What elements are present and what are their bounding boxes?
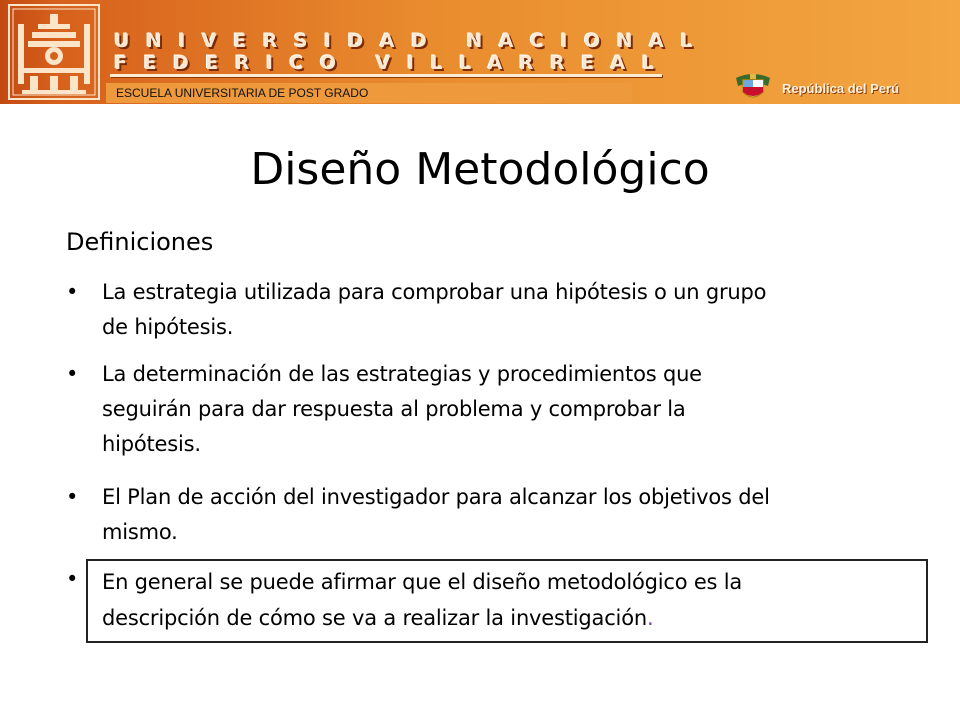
bullet-line: En general se puede afirmar que el diseño metodológico es la: [102, 570, 743, 594]
peru-coat-of-arms-icon: [732, 72, 774, 102]
university-crest-icon: [8, 4, 100, 100]
header-banner: [0, 0, 960, 104]
bullet-item: [102, 564, 928, 636]
slide-title: Diseño Metodológico: [250, 144, 710, 195]
bullet-marker: •: [66, 485, 79, 509]
bullet-marker: •: [66, 567, 79, 591]
bullet-line: La estrategia utilizada para comprobar una hipótesis o un grupo: [102, 280, 767, 304]
bullet-line: de hipótesis.: [102, 315, 234, 339]
university-name-line1: UNIVERSIDAD NACIONAL: [114, 30, 709, 52]
bullet-line: [102, 600, 928, 636]
bullet-marker: •: [66, 280, 79, 304]
university-name: [114, 30, 709, 74]
peru-badge: [724, 68, 956, 104]
subheading: Definiciones: [66, 228, 214, 256]
university-name-line2: FEDERICO VILLARREAL: [114, 52, 671, 74]
bullet-line-text: descripción de cómo se va a realizar la investigación: [102, 606, 647, 630]
bullet-item: [102, 357, 942, 462]
country-name: República del Perú: [782, 81, 900, 96]
bullet-marker: •: [66, 362, 79, 386]
title-underline: [110, 74, 662, 77]
highlighted-definition-box: [86, 559, 928, 643]
bullet-line: La determinación de las estrategias y procedimientos que: [102, 362, 702, 386]
final-period: .: [646, 606, 654, 630]
school-name: ESCUELA UNIVERSITARIA DE POST GRADO: [116, 86, 369, 100]
bullet-line: seguirán para dar respuesta al problema y comprobar la: [102, 397, 686, 421]
bullet-line: mismo.: [102, 520, 178, 544]
bullet-item: [102, 275, 942, 345]
bullet-item: [102, 480, 942, 550]
bullet-line: hipótesis.: [102, 432, 201, 456]
bullet-line: El Plan de acción del investigador para alcanzar los objetivos del: [102, 485, 770, 509]
